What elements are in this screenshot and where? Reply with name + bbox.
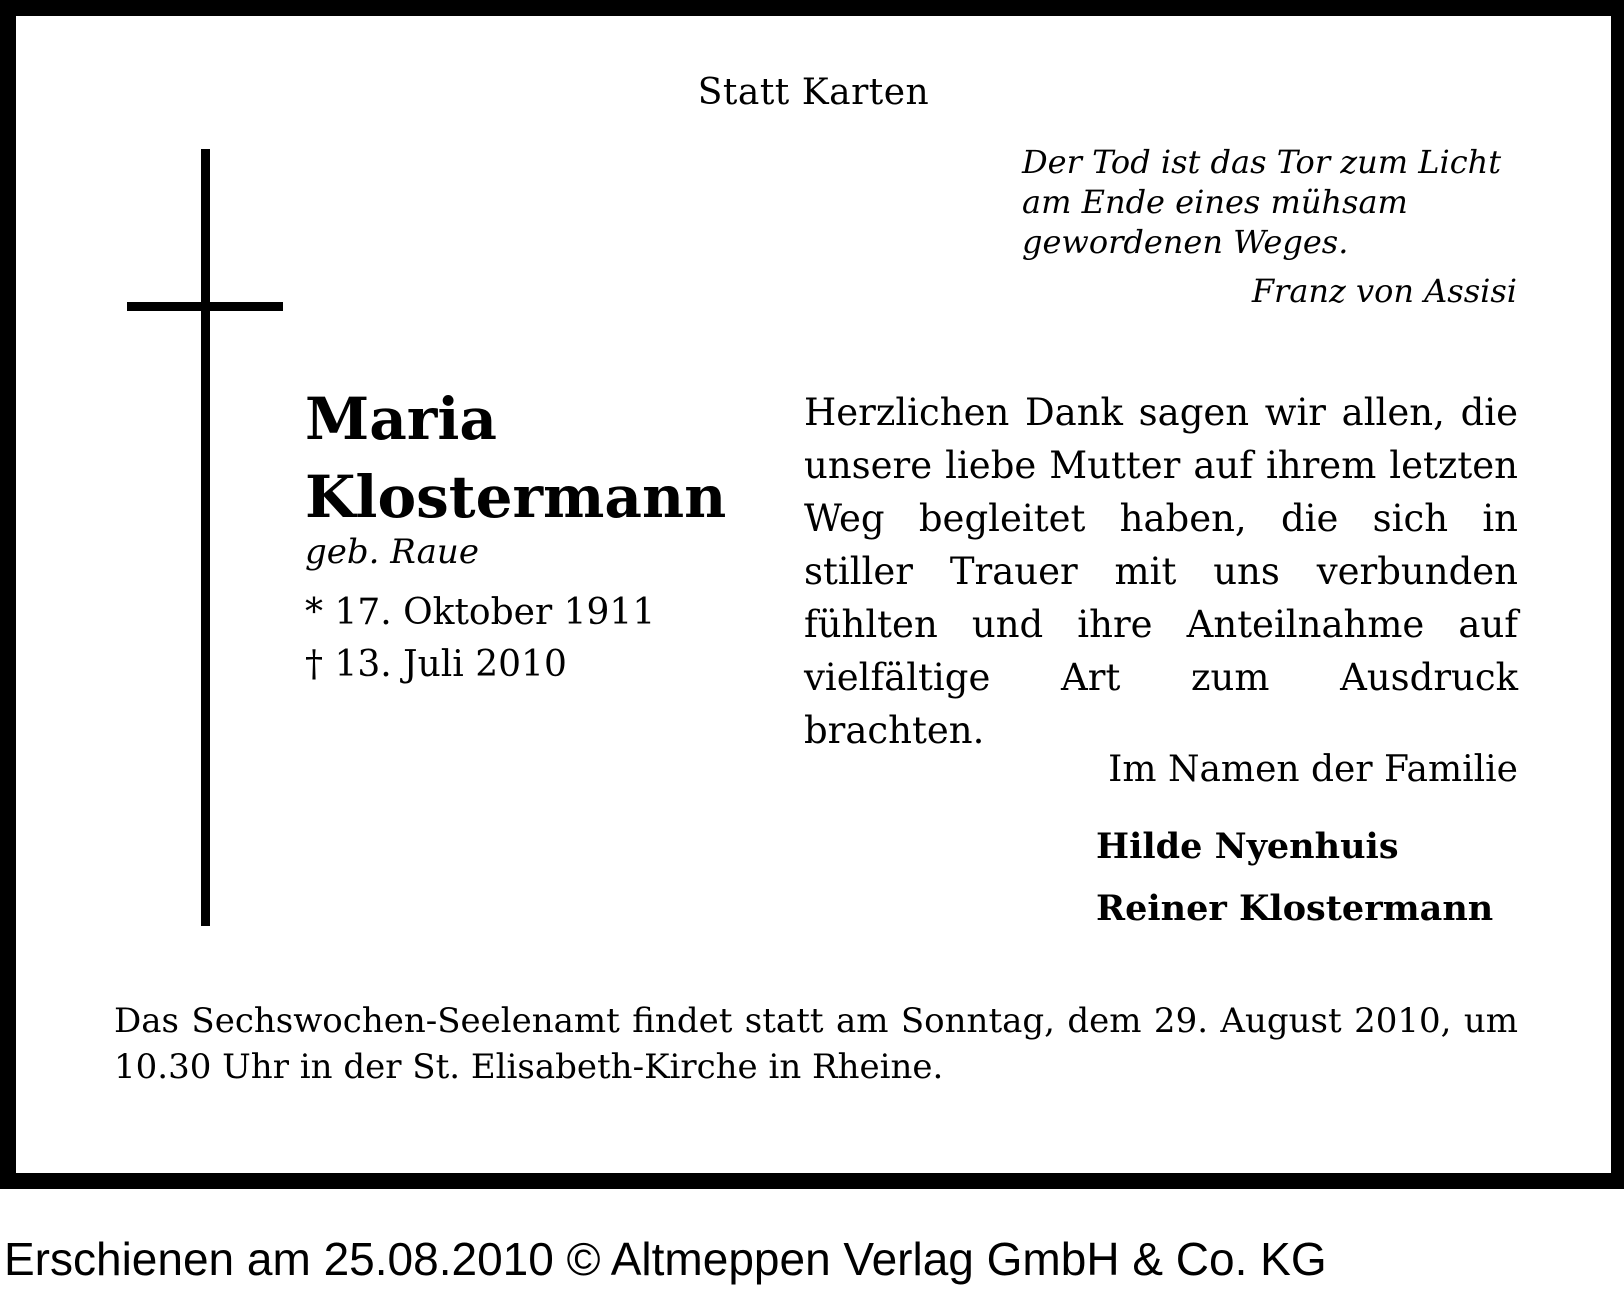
signer-name: Hilde Nyenhuis [1096, 826, 1399, 867]
family-intro: Im Namen der Familie [1108, 749, 1518, 790]
service-note: Das Sechswochen-Seelenamt findet statt am Sonntag, dem 29. August 2010, um 10.30 Uhr in der St. Elisabeth-Kirche in Rheine. [114, 1001, 1518, 1087]
cross-vertical-bar [201, 149, 210, 926]
thanks-text: Herzlichen Dank sagen wir allen, die unsere liebe Mutter auf ihrem letzten Weg begleitet haben, die sich in stiller Trauer mit uns verbunden fühlten und ihre Anteilnahme auf vielfältige Art zum Ausdruck brachten. [804, 391, 1518, 752]
birth-name: geb. Raue [305, 532, 479, 572]
notice-header: Statt Karten [697, 72, 930, 113]
cross-horizontal-bar [127, 302, 283, 311]
deceased-name [305, 380, 726, 536]
quote-text [1022, 142, 1517, 262]
quote-line: gewordenen Weges. [1022, 223, 1349, 261]
quote-line: am Ende eines mühsam [1022, 183, 1408, 221]
signer-name: Reiner Klostermann [1096, 888, 1494, 929]
quote-line: Der Tod ist das Tor zum Licht [1022, 143, 1502, 181]
deceased-last-name: Klostermann [305, 463, 727, 531]
deceased-first-name: Maria [305, 385, 497, 453]
death-date: † 13. Juli 2010 [305, 644, 567, 685]
quote-author: Franz von Assisi [1251, 272, 1517, 310]
birth-date: * 17. Oktober 1911 [305, 592, 656, 633]
publication-footer: Erschienen am 25.08.2010 © Altmeppen Verlag GmbH & Co. KG [4, 1233, 1327, 1285]
